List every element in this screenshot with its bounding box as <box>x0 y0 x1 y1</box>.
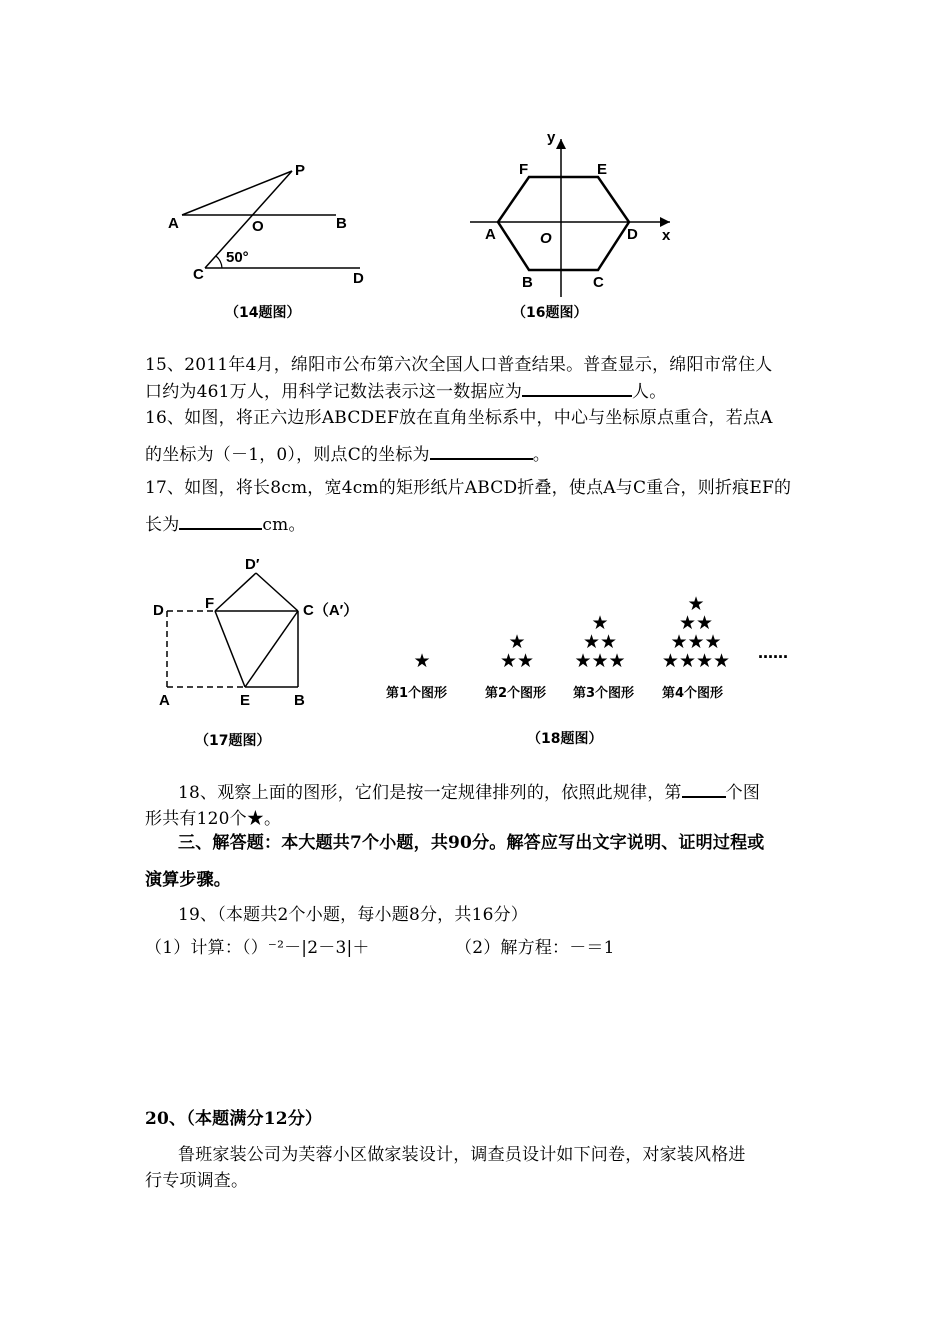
figure-17 <box>145 545 365 720</box>
q15-line2: 口约为461万人，用科学记数法表示这一数据应为 人。 <box>145 382 667 402</box>
star-shape-4-caption: 第4个图形 <box>662 686 724 701</box>
star-shape-3-caption: 第3个图形 <box>573 686 635 701</box>
label-F: F <box>519 161 529 178</box>
label-D: D <box>353 270 364 287</box>
q16-line2: 的坐标为（－1，0），则点C的坐标为 。 <box>145 445 550 465</box>
figure-16-drawing <box>460 125 690 300</box>
q19-part2: （2）解方程：－＝1 <box>455 938 615 958</box>
figure-14 <box>160 155 380 295</box>
label-x: x <box>662 227 671 244</box>
q15-line1: 15、2011年4月，绵阳市公布第六次全国人口普查结果。普查显示，绵阳市常住人 <box>145 355 773 375</box>
label-A: A <box>485 226 496 243</box>
star-shape-4: ★ ★★ ★★★ ★★★★ <box>661 593 731 672</box>
label-C: C <box>593 274 604 291</box>
label-D: D <box>153 602 164 619</box>
label-D-prime: D′ <box>245 556 260 573</box>
star-shape-1: ★ <box>413 650 431 672</box>
label-y: y <box>547 129 556 146</box>
label-B: B <box>294 692 305 709</box>
q17-line2: 长为 cm。 <box>145 515 306 535</box>
label-E: E <box>597 161 608 178</box>
label-O: O <box>540 230 552 247</box>
star-shape-2-caption: 第2个图形 <box>485 686 547 701</box>
q17-answer-blank[interactable] <box>179 514 262 530</box>
q16-line1: 16、如图，将正六边形ABCDEF放在直角坐标系中，中心与坐标原点重合，若点A <box>145 408 773 428</box>
label-A: A <box>168 215 179 232</box>
star-ellipsis: …… <box>758 644 788 662</box>
label-A: A <box>159 692 170 709</box>
label-P: P <box>295 162 306 179</box>
label-D: D <box>627 226 638 243</box>
label-B: B <box>522 274 533 291</box>
q16-answer-blank[interactable] <box>430 444 533 460</box>
label-O: O <box>252 218 264 235</box>
label-C-A-prime: C（A′） <box>303 602 359 619</box>
figure-17-drawing <box>145 545 365 720</box>
q17-line1: 17、如图，将长8cm，宽4cm的矩形纸片ABCD折叠，使点A与C重合，则折痕EF的 <box>145 478 792 498</box>
q18-answer-blank[interactable] <box>682 782 726 798</box>
label-angle: 50° <box>226 249 249 266</box>
label-F: F <box>205 595 215 612</box>
star-shape-3: ★ ★★ ★★★ <box>574 612 626 672</box>
section-3-heading-cont: 演算步骤。 <box>145 870 231 890</box>
figure-14-caption: （14题图） <box>225 305 301 321</box>
star-shape-2: ★ ★★ <box>499 631 535 672</box>
q20-line1: 鲁班家装公司为芙蓉小区做家装设计，调查员设计如下问卷，对家装风格进 <box>178 1145 746 1165</box>
figure-17-caption: （17题图） <box>195 733 271 749</box>
q18-line2: 形共有120个★。 <box>145 809 282 829</box>
q19-part1: （1）计算：（）⁻²－|2－3|＋ <box>145 938 370 958</box>
label-C: C <box>193 266 204 283</box>
figure-14-drawing <box>160 155 380 295</box>
figure-16 <box>460 125 690 300</box>
q20-line2: 行专项调查。 <box>145 1171 249 1191</box>
q18-line1: 18、观察上面的图形，它们是按一定规律排列的，依照此规律，第 个图 <box>178 783 761 803</box>
q15-answer-blank[interactable] <box>522 381 632 397</box>
star-shape-1-caption: 第1个图形 <box>386 686 448 701</box>
figure-18-caption: （18题图） <box>527 731 603 747</box>
figure-16-caption: （16题图） <box>512 305 588 321</box>
section-3-heading: 三、解答题：本大题共7个小题，共90分。解答应写出文字说明、证明过程或 <box>178 833 765 853</box>
label-B: B <box>336 215 347 232</box>
label-E: E <box>240 692 251 709</box>
q19-header: 19、（本题共2个小题，每小题8分，共16分） <box>178 905 528 925</box>
q20-header: 20、（本题满分12分） <box>145 1109 323 1129</box>
